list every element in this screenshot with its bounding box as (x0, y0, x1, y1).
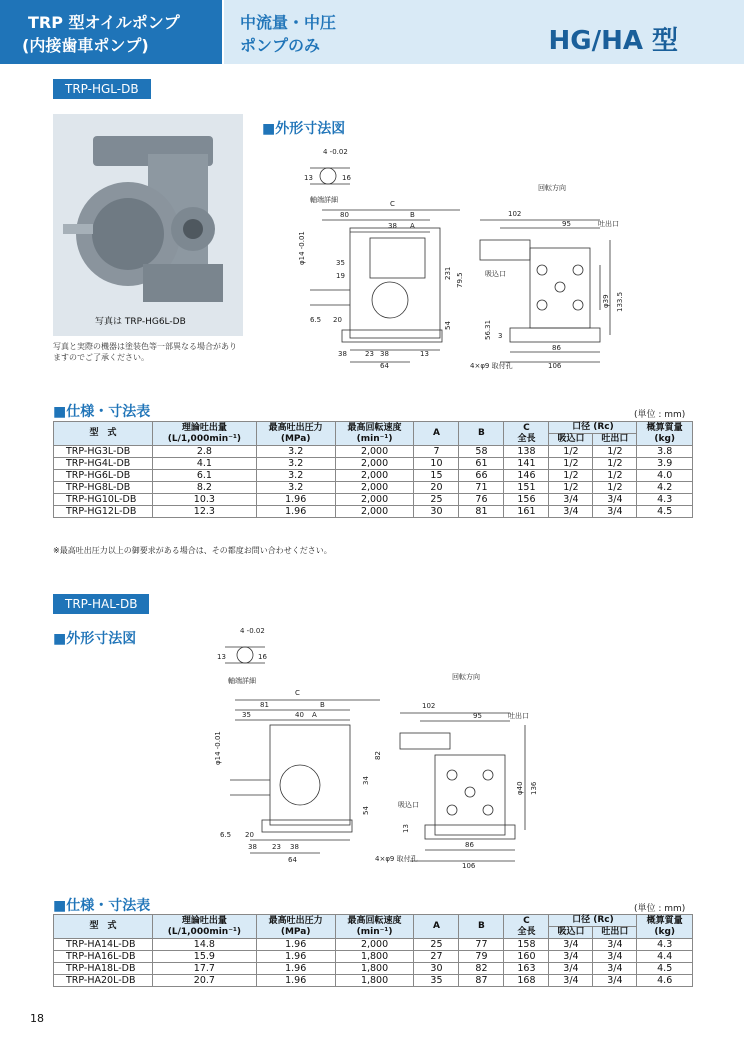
ha-col-flow: 理論吐出量 (L/1,000min⁻¹) (153, 915, 257, 939)
ha-dim-81: 81 (260, 701, 269, 709)
product-title: TRP 型オイルポンプ (28, 13, 180, 32)
ha-dim-34: 34 (362, 776, 370, 785)
ha-dim-54: 54 (362, 806, 370, 815)
hg-dimension-drawing (280, 140, 640, 380)
table-row (54, 506, 693, 518)
table-cell: 20.7 (153, 975, 257, 987)
table-cell: 4.3 (637, 939, 693, 951)
hg-dim-B: B (410, 211, 415, 219)
hg-inlet: 吸込口 (485, 270, 506, 278)
ha-col-port: 口径 (Rc) (549, 915, 637, 927)
table-cell: 3.2 (256, 446, 335, 458)
ha-rotation: 回転方向 (452, 673, 480, 681)
table-cell: 77 (459, 939, 504, 951)
ha-col-a: A (414, 915, 459, 939)
table-cell: 156 (504, 494, 549, 506)
hg-dim-80: 80 (340, 211, 349, 219)
table-cell: 163 (504, 963, 549, 975)
table-cell: 151 (504, 482, 549, 494)
ha-dim-102: 102 (422, 702, 436, 710)
table-cell: 30 (414, 963, 459, 975)
ha-dimension-drawing (190, 615, 570, 875)
table-cell: 4.4 (637, 951, 693, 963)
table-cell: 6.1 (153, 470, 257, 482)
ha-dim-35: 35 (242, 711, 251, 719)
table-cell: 30 (414, 506, 459, 518)
table-cell: 3/4 (549, 975, 593, 987)
table-cell: 4.3 (637, 494, 693, 506)
table-cell: 87 (459, 975, 504, 987)
hg-note: ※最高吐出圧力以上の御要求がある場合は、その都度お問い合わせください。 (53, 546, 332, 555)
ha-dim-13: 13 (402, 824, 410, 833)
table-cell: 15 (414, 470, 459, 482)
table-cell: 1.96 (256, 506, 335, 518)
ha-table-title: ■仕様・寸法表 (53, 898, 151, 914)
ha-dim-40: 40 (295, 711, 304, 719)
hg-key-16: 16 (342, 174, 351, 182)
hg-dim-54: 54 (444, 321, 452, 330)
model-cell: TRP-HG6L-DB (54, 470, 153, 482)
table-row (54, 458, 693, 470)
col-a: A (414, 422, 459, 446)
hg-dim-13: 13 (420, 350, 429, 358)
table-cell: 17.7 (153, 963, 257, 975)
col-mass: 概算質量 (kg) (637, 422, 693, 446)
model-cell: TRP-HG4L-DB (54, 458, 153, 470)
hg-dim-19: 19 (336, 272, 345, 280)
table-cell: 3/4 (549, 963, 593, 975)
ha-dim-40d: φ40 (516, 781, 524, 795)
ha-dim-106: 106 (462, 862, 476, 870)
ha-outlet: 吐出口 (508, 712, 529, 720)
col-port: 口径 (Rc) (549, 422, 637, 434)
table-cell: 1/2 (549, 482, 593, 494)
hg-spec-table (53, 421, 693, 518)
ha-col-port-out: 吐出口 (593, 927, 637, 939)
hg-rotation: 回転方向 (538, 184, 566, 192)
model-cell: TRP-HA20L-DB (54, 975, 153, 987)
ha-col-c: C 全長 (504, 915, 549, 939)
table-cell: 1.96 (256, 951, 335, 963)
ha-dim-23: 23 (272, 843, 281, 851)
table-cell: 146 (504, 470, 549, 482)
table-cell: 66 (459, 470, 504, 482)
table-cell: 25 (414, 939, 459, 951)
table-cell: 15.9 (153, 951, 257, 963)
table-cell: 3/4 (593, 975, 637, 987)
table-cell: 3/4 (593, 939, 637, 951)
category-line2: ポンプのみ (240, 36, 321, 55)
photo-note: 写真と実際の機器は塗装色等一部異なる場合がありますのでご了承ください。 (53, 342, 237, 362)
table-cell: 2,000 (335, 446, 414, 458)
ha-dim-38b: 38 (290, 843, 299, 851)
ha-dim-B: B (320, 701, 325, 709)
hg-dim-38: 38 (388, 222, 397, 230)
table-cell: 3.8 (637, 446, 693, 458)
table-cell: 1/2 (549, 470, 593, 482)
hg-dim-A: A (410, 222, 415, 230)
ha-key-16: 16 (258, 653, 267, 661)
hg-dim-102: 102 (508, 210, 522, 218)
ha-drawing-title: ■外形寸法図 (53, 631, 137, 647)
table-cell: 3/4 (593, 951, 637, 963)
table-cell: 2,000 (335, 506, 414, 518)
table-cell: 3/4 (549, 494, 593, 506)
ha-shaft-detail: 軸端詳細 (228, 677, 256, 685)
table-cell: 3.9 (637, 458, 693, 470)
table-cell: 2,000 (335, 494, 414, 506)
table-cell: 1/2 (549, 458, 593, 470)
hg-dim-64: 64 (380, 362, 389, 370)
table-cell: 1,800 (335, 975, 414, 987)
ha-dim-136: 136 (530, 781, 538, 795)
table-cell: 82 (459, 963, 504, 975)
ha-col-pressure: 最高吐出圧力 (MPa) (256, 915, 335, 939)
ha-col-port-in: 吸込口 (549, 927, 593, 939)
hg-dim-65: 6.5 (310, 316, 322, 324)
ha-key-tol: 4 -0.02 (240, 627, 265, 635)
table-row (54, 494, 693, 506)
table-cell: 3/4 (593, 963, 637, 975)
model-cell: TRP-HA14L-DB (54, 939, 153, 951)
col-pressure: 最高吐出圧力 (MPa) (256, 422, 335, 446)
hg-dim-39: φ39 (602, 294, 610, 308)
table-cell: 35 (414, 975, 459, 987)
model-cell: TRP-HG8L-DB (54, 482, 153, 494)
table-cell: 3/4 (593, 506, 637, 518)
table-cell: 10 (414, 458, 459, 470)
table-cell: 2.8 (153, 446, 257, 458)
hg-dim-20: 20 (333, 316, 342, 324)
hg-dim-5631: 56.31 (484, 319, 492, 340)
hg-dim-106: 106 (548, 362, 562, 370)
hg-shaft-dia: φ14 -0.01 (298, 231, 306, 265)
table-cell: 25 (414, 494, 459, 506)
model-cell: TRP-HA18L-DB (54, 963, 153, 975)
ha-dim-38: 38 (248, 843, 257, 851)
ha-unit: (単位 : mm) (634, 904, 686, 914)
table-cell: 1.96 (256, 939, 335, 951)
ha-dim-A: A (312, 711, 317, 719)
table-cell: 4.1 (153, 458, 257, 470)
table-cell: 7 (414, 446, 459, 458)
table-cell: 12.3 (153, 506, 257, 518)
table-cell: 1.96 (256, 494, 335, 506)
photo-caption: 写真は TRP-HG6L-DB (95, 317, 186, 327)
table-cell: 3/4 (549, 951, 593, 963)
table-row (54, 446, 693, 458)
table-cell: 3/4 (549, 939, 593, 951)
hg-outlet: 吐出口 (598, 220, 619, 228)
table-cell: 3/4 (549, 506, 593, 518)
table-row (54, 951, 693, 963)
col-port-out: 吐出口 (593, 434, 637, 446)
ha-dim-C: C (295, 689, 300, 697)
header-right-block (224, 0, 744, 64)
col-flow: 理論吐出量 (L/1,000min⁻¹) (153, 422, 257, 446)
hg-dim-1335: 133.5 (616, 291, 624, 312)
col-model: 型 式 (54, 422, 153, 446)
table-cell: 2,000 (335, 458, 414, 470)
ha-dim-64: 64 (288, 856, 297, 864)
table-cell: 8.2 (153, 482, 257, 494)
hg-drawing-title: ■外形寸法図 (262, 121, 346, 137)
table-cell: 4.5 (637, 963, 693, 975)
table-row (54, 975, 693, 987)
table-cell: 4.0 (637, 470, 693, 482)
hg-shaft-detail: 軸端詳細 (310, 196, 338, 204)
table-cell: 1/2 (593, 446, 637, 458)
hg-dim-35: 35 (336, 259, 345, 267)
hg-dim-795: 79.5 (456, 272, 464, 288)
product-subtitle: (内接歯車ポンプ) (22, 36, 149, 55)
table-cell: 4.2 (637, 482, 693, 494)
table-cell: 27 (414, 951, 459, 963)
table-cell: 161 (504, 506, 549, 518)
ha-dim-65: 6.5 (220, 831, 232, 839)
table-cell: 14.8 (153, 939, 257, 951)
table-cell: 1/2 (593, 470, 637, 482)
ha-section-tag: TRP-HAL-DB (53, 594, 149, 614)
ha-col-mass: 概算質量 (kg) (637, 915, 693, 939)
table-cell: 141 (504, 458, 549, 470)
table-cell: 3.2 (256, 458, 335, 470)
table-cell: 160 (504, 951, 549, 963)
ha-mount-holes: 4×φ9 取付孔 (375, 855, 418, 863)
col-b: B (459, 422, 504, 446)
table-cell: 79 (459, 951, 504, 963)
pump-photo (53, 114, 243, 336)
table-cell: 1.96 (256, 975, 335, 987)
ha-key-13: 13 (217, 653, 226, 661)
table-cell: 3.2 (256, 482, 335, 494)
hg-dim-38c: 38 (380, 350, 389, 358)
col-port-in: 吸込口 (549, 434, 593, 446)
table-cell: 1/2 (549, 446, 593, 458)
table-cell: 2,000 (335, 482, 414, 494)
table-cell: 2,000 (335, 939, 414, 951)
table-row (54, 963, 693, 975)
table-cell: 1.96 (256, 963, 335, 975)
pump-photo-illustration (53, 114, 243, 336)
model-cell: TRP-HG3L-DB (54, 446, 153, 458)
table-cell: 1/2 (593, 482, 637, 494)
table-cell: 3/4 (593, 494, 637, 506)
table-cell: 61 (459, 458, 504, 470)
hg-dim-86: 86 (552, 344, 561, 352)
hg-dim-23: 23 (365, 350, 374, 358)
hg-dim-C: C (390, 200, 395, 208)
ha-spec-table (53, 914, 693, 987)
table-cell: 1/2 (593, 458, 637, 470)
table-cell: 58 (459, 446, 504, 458)
table-cell: 3.2 (256, 470, 335, 482)
ha-dim-82: 82 (374, 751, 382, 760)
table-row (54, 470, 693, 482)
hg-dim-3: 3 (498, 332, 503, 340)
hg-section-tag: TRP-HGL-DB (53, 79, 151, 99)
model-cell: TRP-HG10L-DB (54, 494, 153, 506)
table-cell: 158 (504, 939, 549, 951)
table-cell: 71 (459, 482, 504, 494)
table-cell: 10.3 (153, 494, 257, 506)
table-cell: 20 (414, 482, 459, 494)
header-left-block (0, 0, 222, 64)
table-row (54, 939, 693, 951)
hg-dim-38b: 38 (338, 350, 347, 358)
table-cell: 76 (459, 494, 504, 506)
page-number: 18 (30, 1012, 44, 1025)
hg-dim-95: 95 (562, 220, 571, 228)
hg-table-title: ■仕様・寸法表 (53, 404, 151, 420)
table-cell: 1,800 (335, 951, 414, 963)
table-cell: 1,800 (335, 963, 414, 975)
hg-key-13: 13 (304, 174, 313, 182)
ha-dim-20: 20 (245, 831, 254, 839)
ha-col-b: B (459, 915, 504, 939)
table-cell: 81 (459, 506, 504, 518)
table-cell: 4.5 (637, 506, 693, 518)
ha-shaft-dia: φ14 -0.01 (214, 731, 222, 765)
table-cell: 138 (504, 446, 549, 458)
col-speed: 最高回転速度 (min⁻¹) (335, 422, 414, 446)
ha-col-model: 型 式 (54, 915, 153, 939)
hg-mount-holes: 4×φ9 取付孔 (470, 362, 513, 370)
ha-dim-95: 95 (473, 712, 482, 720)
model-cell: TRP-HG12L-DB (54, 506, 153, 518)
hg-dim-231: 231 (444, 266, 452, 280)
col-c: C 全長 (504, 422, 549, 446)
model-cell: TRP-HA16L-DB (54, 951, 153, 963)
table-cell: 168 (504, 975, 549, 987)
table-cell: 4.6 (637, 975, 693, 987)
table-cell: 2,000 (335, 470, 414, 482)
hg-key-tol: 4 -0.02 (323, 148, 348, 156)
ha-col-speed: 最高回転速度 (min⁻¹) (335, 915, 414, 939)
category-line1: 中流量・中圧 (240, 13, 337, 32)
ha-inlet: 吸込口 (398, 801, 419, 809)
series-title: HG/HA 型 (548, 26, 678, 56)
table-row (54, 482, 693, 494)
ha-dim-86: 86 (465, 841, 474, 849)
hg-unit: (単位 : mm) (634, 410, 686, 420)
